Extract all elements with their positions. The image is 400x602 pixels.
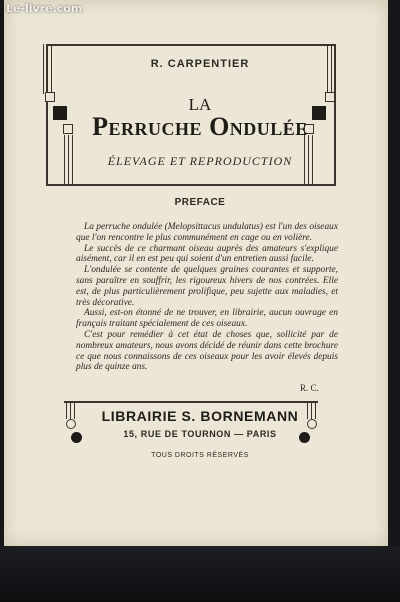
book-title: Perruche Ondulée — [92, 112, 308, 141]
preface-paragraph: Le succès de ce charmant oiseau auprès des amateurs s'explique aisément, car il en est peu qui soient d'un entretien aussi facile. — [76, 243, 338, 265]
preface-paragraph: Aussi, est-on étonné de ne trouver, en librairie, aucun ouvrage en français traitant spécialement de ces oiseaux. — [76, 308, 338, 330]
title-article: LA — [188, 95, 212, 114]
publisher-name: LIBRAIRIE S. BORNEMANN — [101, 408, 299, 424]
author-name: R. CARPENTIER — [150, 58, 250, 70]
watermark: Le-livre.com — [6, 2, 83, 15]
publisher-address: 15, RUE DE TOURNON — PARIS — [123, 429, 277, 439]
preface-paragraph: L'ondulée se contente de quelques graines courantes et supporte, sans paraître en souffrir, les rigoureux hivers de nos contrées. Elle est, de plus particulièrement prolifique, peu sujette aux maladies, et très décorative. — [76, 265, 338, 308]
rights-notice: TOUS DROITS RÉSERVÉS — [151, 452, 249, 459]
preface-heading: PREFACE — [174, 197, 226, 208]
book-subtitle: ÉLEVAGE ET REPRODUCTION — [107, 154, 293, 168]
preface-paragraph: La perruche ondulée (Melopsittacus undulatus) est l'un des oiseaux que l'on rencontre le plus communément en cage ou en volière. — [76, 222, 338, 243]
preface-paragraph: C'est pour remédier à cet état de choses que, sollicité par de nombreux amateurs, nous avons décidé de réunir dans cette brochure ce que nous connaissons de ces oiseaux pour les avoir élevés depuis plus de quinze ans. — [76, 329, 338, 373]
preface-text — [76, 222, 338, 373]
preface-signature: R. C. — [300, 383, 319, 393]
publisher-rule-top — [64, 401, 318, 403]
background-surface — [0, 546, 400, 602]
